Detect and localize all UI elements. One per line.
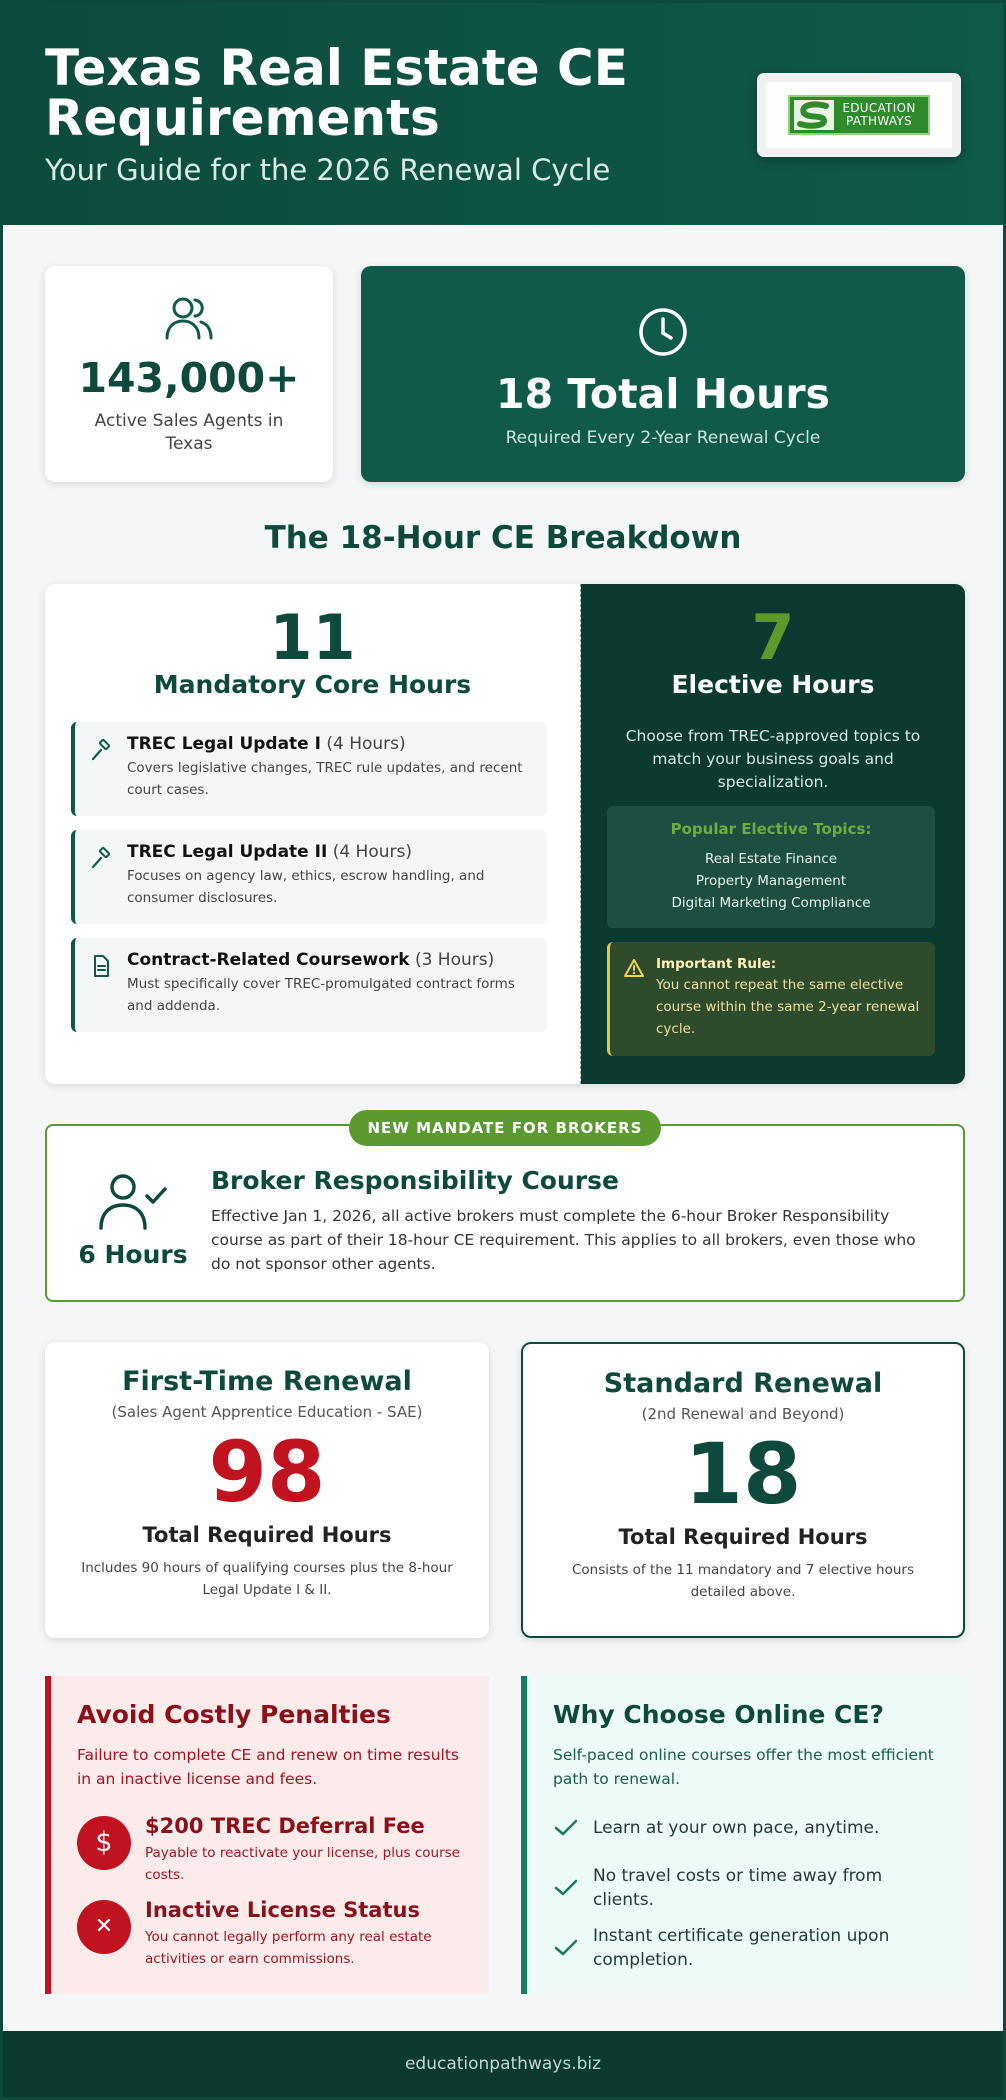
agents-count: 143,000+: [78, 354, 300, 402]
document-icon: [89, 954, 113, 978]
topics-heading: Popular Elective Topics:: [670, 820, 872, 838]
first-time-renewal-card: [45, 1342, 489, 1638]
elective-hours-label: Elective Hours: [671, 670, 875, 699]
check-icon: [553, 1878, 579, 1898]
users-icon: [45, 294, 333, 346]
benefit-item: [553, 1924, 953, 1974]
course-hours: (3 Hours): [414, 950, 495, 970]
standard-renewal-card: [521, 1342, 965, 1638]
course-item: [71, 830, 547, 924]
user-check-icon: [71, 1172, 195, 1236]
stats-row: [45, 266, 965, 482]
logo-mark-icon: [794, 100, 834, 130]
course-hours: (4 Hours): [326, 734, 406, 754]
broker-course-card: [45, 1119, 965, 1302]
penalty-title: $200 TREC Deferral Fee: [145, 1814, 425, 1838]
penalties-card: [45, 1676, 489, 1994]
logo: [757, 73, 961, 157]
core-hours-panel: [45, 584, 581, 1084]
benefit-text: Learn at your own pace, anytime.: [593, 1818, 880, 1838]
logo-text-line2: PATHWAYS: [846, 114, 912, 128]
benefit-text: Instant certificate generation upon completion.: [593, 1926, 890, 1970]
renewal-title: First-Time Renewal: [122, 1366, 412, 1397]
footer: [3, 2031, 1003, 2097]
header: [3, 3, 1003, 225]
online-title: Why Choose Online CE?: [553, 1700, 884, 1729]
renewal-desc: Consists of the 11 mandatory and 7 elective hours detailed above.: [571, 1562, 915, 1600]
course-hours: (4 Hours): [332, 842, 412, 862]
elective-topics-box: [607, 806, 935, 928]
warning-icon: [624, 958, 644, 978]
renewal-subtitle: (Sales Agent Apprentice Education - SAE): [111, 1403, 423, 1421]
course-name: TREC Legal Update I: [127, 734, 321, 754]
penalties-title: Avoid Costly Penalties: [77, 1700, 391, 1729]
renewal-total-label: Total Required Hours: [142, 1523, 392, 1547]
elective-desc: Choose from TREC-approved topics to match your business goals and specialization.: [625, 727, 921, 791]
x-icon: ✕: [77, 1900, 131, 1954]
agents-stat-card: [45, 266, 333, 482]
benefit-text: No travel costs or time away from clients.: [593, 1866, 883, 1910]
renewal-hours-number: 98: [208, 1423, 326, 1521]
course-desc: Must specifically cover TREC-promulgated contract forms and addenda.: [127, 976, 515, 1014]
penalty-desc: You cannot legally perform any real estate activities or earn commissions.: [145, 1929, 432, 1967]
agents-label: Active Sales Agents in Texas: [94, 411, 284, 454]
dollar-icon: $: [77, 1816, 131, 1870]
page-title: Texas Real Estate CE Requirements: [45, 39, 628, 147]
rule-heading: Important Rule:: [656, 956, 777, 972]
course-name: Contract-Related Coursework: [127, 950, 410, 970]
broker-course-title: Broker Responsibility Course: [211, 1166, 619, 1195]
topic-item: Property Management: [695, 873, 847, 889]
important-rule-box: [607, 942, 935, 1056]
course-name: TREC Legal Update II: [127, 842, 328, 862]
total-hours-card: [361, 266, 965, 482]
breakdown-title: The 18-Hour CE Breakdown: [264, 520, 742, 556]
rule-text: You cannot repeat the same elective course within the same 2-year renewal cycle.: [656, 977, 920, 1037]
logo-text-line1: EDUCATION: [842, 101, 916, 115]
benefit-item: [553, 1864, 953, 1914]
page-subtitle: Your Guide for the 2026 Renewal Cycle: [45, 153, 611, 187]
penalties-desc: Failure to complete CE and renew on time results in an inactive license and fees.: [77, 1746, 460, 1788]
renewal-total-label: Total Required Hours: [618, 1525, 868, 1549]
renewal-subtitle: (2nd Renewal and Beyond): [641, 1405, 845, 1423]
breakdown-panel: [45, 584, 965, 1084]
penalty-item: [77, 1814, 477, 1884]
gavel-icon: [89, 738, 113, 762]
elective-hours-number: 7: [751, 601, 795, 674]
course-item: [71, 722, 547, 816]
course-item: [71, 938, 547, 1032]
core-hours-number: 11: [269, 601, 356, 674]
broker-hours: 6 Hours: [78, 1240, 188, 1269]
broker-mandate-badge: NEW MANDATE FOR BROKERS: [349, 1110, 661, 1146]
gavel-icon: [89, 846, 113, 870]
benefit-item: [553, 1816, 953, 1846]
penalty-desc: Payable to reactivate your license, plus course costs.: [145, 1845, 460, 1883]
broker-course-desc: Effective Jan 1, 2026, all active brokers must complete the 6-hour Broker Responsibility course as part of their 18-hour CE requirement. This applies to all brokers, even those who do not sponsor other agents.: [211, 1207, 916, 1273]
renewal-hours-number: 18: [684, 1425, 802, 1523]
course-desc: Focuses on agency law, ethics, escrow handling, and consumer disclosures.: [127, 868, 485, 906]
course-desc: Covers legislative changes, TREC rule updates, and recent court cases.: [127, 760, 523, 798]
online-ce-card: [521, 1676, 965, 1994]
renewal-title: Standard Renewal: [603, 1368, 883, 1399]
clock-icon: [361, 306, 965, 362]
penalty-item: [77, 1898, 477, 1968]
topic-item: Digital Marketing Compliance: [671, 895, 871, 911]
penalty-title: Inactive License Status: [145, 1898, 420, 1922]
elective-hours-panel: [581, 584, 965, 1084]
online-desc: Self-paced online courses offer the most efficient path to renewal.: [553, 1746, 934, 1788]
total-hours-value: 18 Total Hours: [496, 370, 830, 418]
topic-item: Real Estate Finance: [704, 851, 838, 867]
footer-url[interactable]: educationpathways.biz: [404, 2054, 602, 2074]
total-hours-label: Required Every 2-Year Renewal Cycle: [505, 428, 821, 448]
core-hours-label: Mandatory Core Hours: [153, 670, 472, 699]
check-icon: [553, 1818, 579, 1838]
check-icon: [553, 1938, 579, 1958]
renewal-desc: Includes 90 hours of qualifying courses plus the 8-hour Legal Update I & II.: [81, 1560, 453, 1598]
